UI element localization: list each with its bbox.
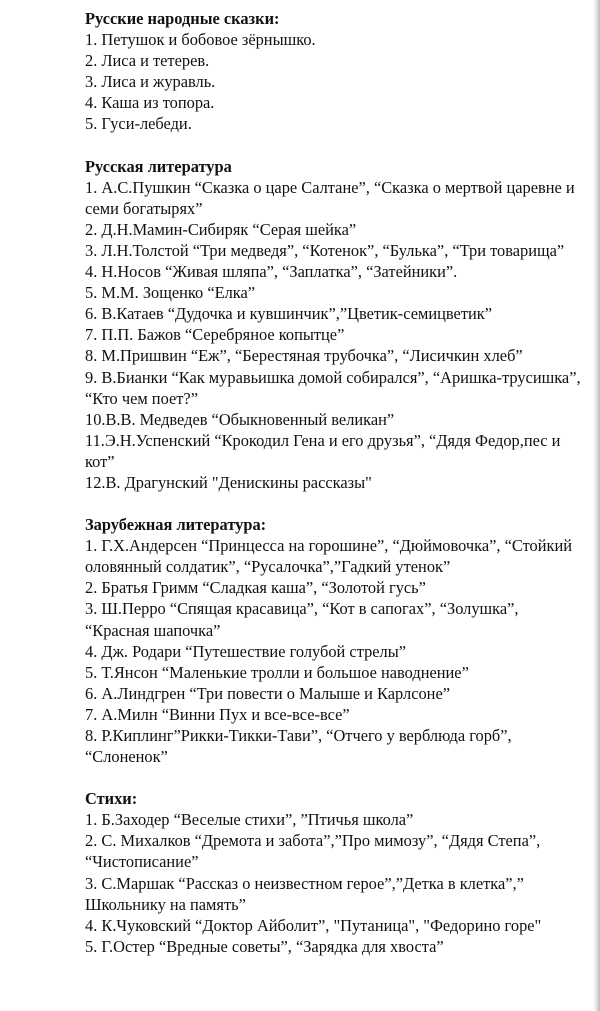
list-item: 10.В.В. Медведев “Обыкновенный великан” (85, 409, 395, 429)
section-title: Зарубежная литература: (85, 515, 267, 535)
section-russian-folk-tales (85, 8, 585, 135)
list-item: 6. В.Катаев “Дудочка и кувшинчик”,”Цветик-семицветик” (85, 304, 492, 324)
list-item: 3. С.Маршак “Рассказ о неизвестном герое”,”Детка в клетка”,” Школьнику на память” (85, 873, 524, 914)
list-item: 12.В. Драгунский "Денискины рассказы" (85, 472, 372, 492)
list-item: 4. К.Чуковский “Доктор Айболит”, "Путаница", "Федорино горе" (85, 915, 542, 935)
list-item: 8. М.Пришвин “Еж”, “Берестяная трубочка”, “Лисичкин хлеб” (85, 346, 523, 366)
list-item: 3. Ш.Перро “Спящая красавица”, “Кот в сапогах”, “Золушка”, “Красная шапочка” (85, 599, 519, 640)
reading-list-document (85, 8, 585, 978)
list-item: 2. Лиса и тетерев. (85, 51, 210, 71)
list-item: 11.Э.Н.Успенский “Крокодил Гена и его друзья”, “Дядя Федор,пес и кот” (85, 430, 561, 471)
list-item: 2. С. Михалков “Дремота и забота”,”Про мимозу”, “Дядя Степа”, “Чистописание” (85, 831, 541, 872)
list-item: 1. Петушок и бобовое зёрнышко. (85, 30, 316, 50)
list-item: 1. Б.Заходер “Веселые стихи”, ”Птичья школа” (85, 810, 414, 830)
list-item: 1. Г.Х.Андерсен “Принцесса на горошине”, “Дюймовочка”, “Стойкий оловянный солдатик”, “Русалочка”,”Гадкий утенок” (85, 536, 573, 577)
list-item: 7. П.П. Бажов “Серебряное копытце” (85, 325, 345, 345)
list-item: 4. Н.Носов “Живая шляпа”, “Заплатка”, “Затейники”. (85, 262, 458, 282)
section-title: Русские народные сказки: (85, 9, 280, 28)
list-item: 5. Г.Остер “Вредные советы”, “Зарядка для хвоста” (85, 936, 444, 956)
section-russian-literature (85, 156, 585, 494)
list-item: 2. Д.Н.Мамин-Сибиряк “Серая шейка” (85, 219, 357, 239)
list-item: 4. Дж. Родари “Путешествие голубой стрелы” (85, 641, 407, 661)
list-item: 5. Гуси-лебеди. (85, 114, 192, 134)
section-poems (85, 788, 585, 957)
list-item: 6. А.Линдгрен “Три повести о Малыше и Карлсоне” (85, 683, 450, 703)
list-item: 3. Л.Н.Толстой “Три медведя”, “Котенок”, “Булька”, “Три товарища” (85, 240, 565, 260)
section-foreign-literature (85, 514, 585, 767)
section-title: Русская литература (85, 156, 232, 176)
list-item: 3. Лиса и журавль. (85, 72, 216, 92)
section-title: Стихи: (85, 789, 138, 809)
list-item: 1. А.С.Пушкин “Сказка о царе Салтане”, “Сказка о мертвой царевне и семи богатырях” (85, 177, 575, 218)
list-item: 5. Т.Янсон “Маленькие тролли и большое наводнение” (85, 662, 469, 682)
list-item: 8. Р.Киплинг”Рикки-Тикки-Тави”, “Отчего у верблюда горб”, “Слоненок” (85, 726, 512, 767)
list-item: 4. Каша из топора. (85, 93, 215, 113)
list-item: 7. А.Милн “Винни Пух и все-все-все” (85, 704, 350, 724)
list-item: 9. В.Бианки “Как муравьишка домой собирался”, “Аришка-трусишка”, “Кто чем поет?” (85, 367, 581, 408)
list-item: 2. Братья Гримм “Сладкая каша”, “Золотой гусь” (85, 578, 426, 598)
list-item: 5. М.М. Зощенко “Елка” (85, 283, 256, 303)
page-edge-shadow (593, 0, 600, 1011)
